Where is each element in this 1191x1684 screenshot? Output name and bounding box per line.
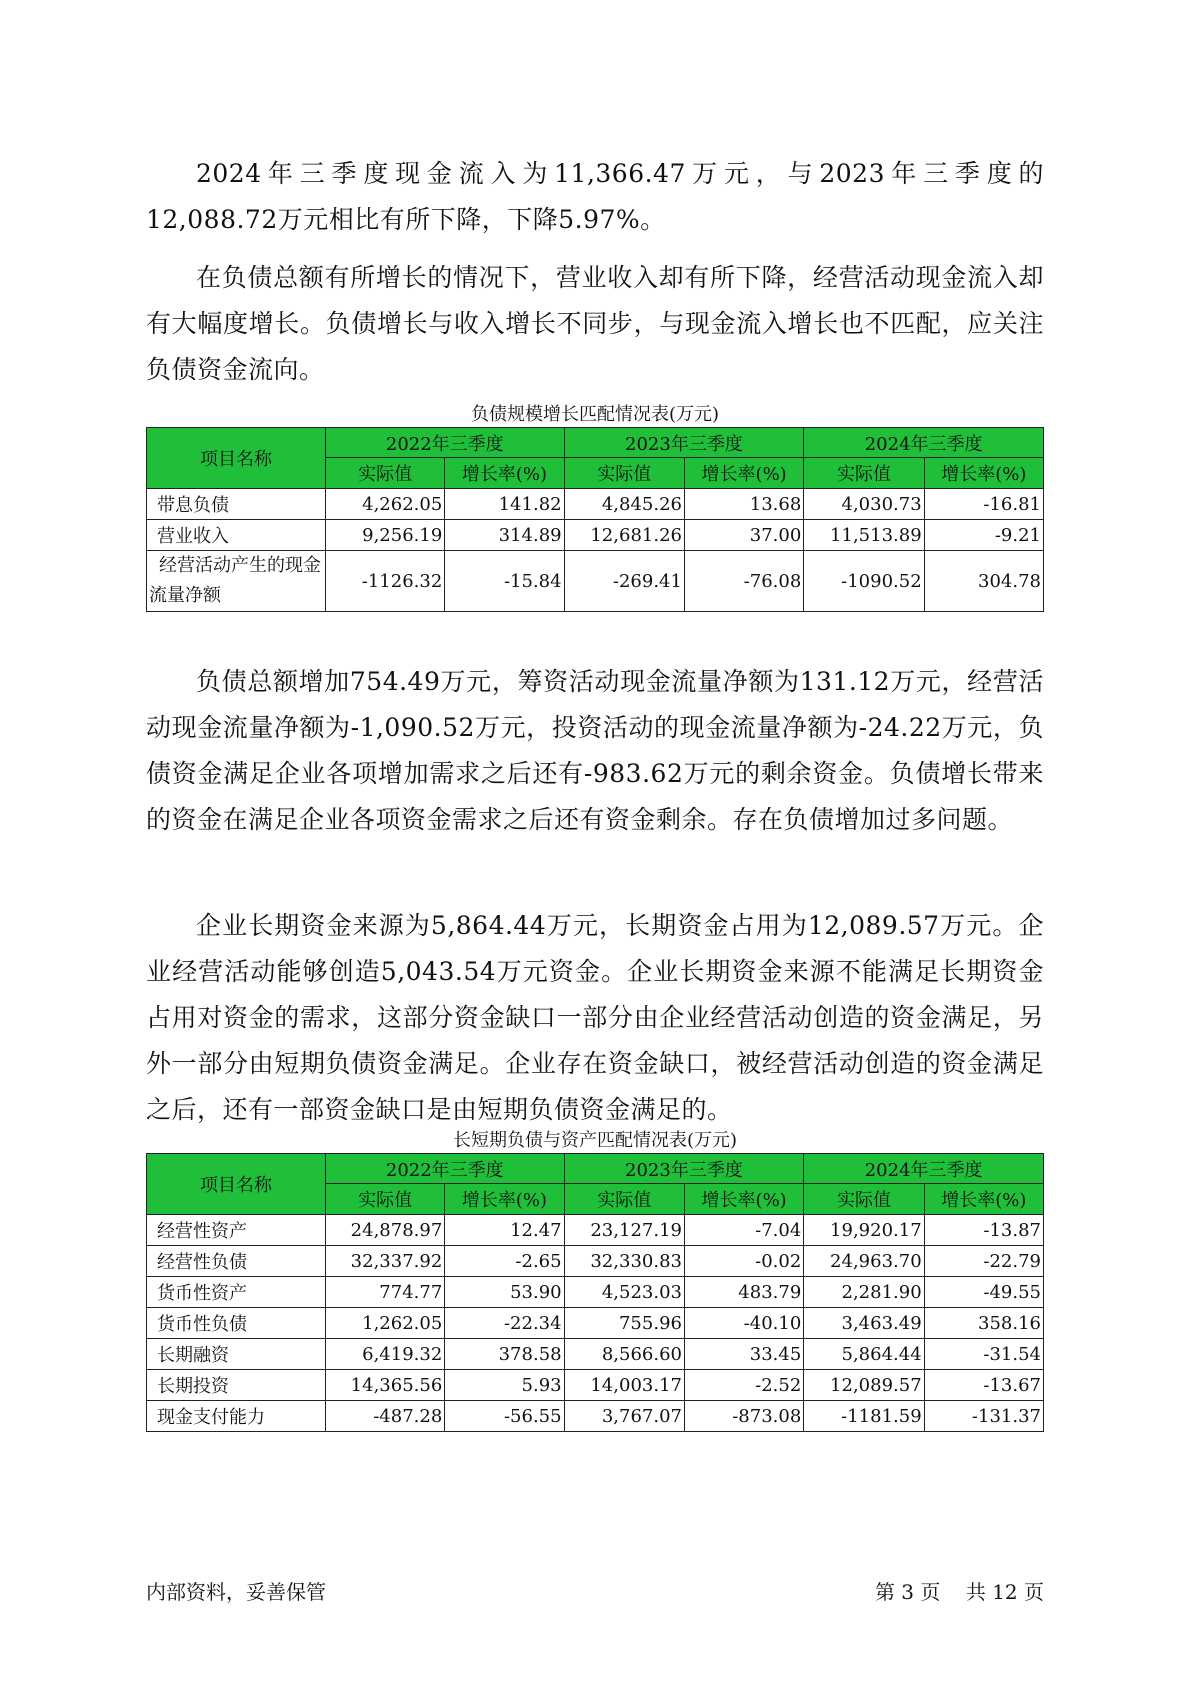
actual-value-header: 实际值 [325, 458, 444, 489]
actual-value-cell: 4,262.05 [325, 489, 444, 520]
table-row [147, 551, 1044, 612]
row-label: 经营性负债 [147, 1246, 326, 1277]
row-label: 带息负债 [147, 489, 326, 520]
row-label: 现金支付能力 [147, 1401, 326, 1432]
growth-rate-cell: -7.04 [684, 1215, 803, 1246]
table-row [147, 489, 1044, 520]
actual-value-cell: 774.77 [325, 1277, 444, 1308]
growth-rate-cell: 378.58 [445, 1339, 564, 1370]
paragraph-liability-growth: 在负债总额有所增长的情况下，营业收入却有所下降，经营活动现金流入却有大幅度增长。负债增长与收入增长不同步，与现金流入增长也不匹配，应关注负债资金流向。 [146, 263, 1044, 384]
row-label: 货币性资产 [147, 1277, 326, 1308]
growth-rate-cell: -56.55 [445, 1401, 564, 1432]
actual-value-cell: 3,463.49 [804, 1308, 924, 1339]
table-row [147, 1246, 1044, 1277]
growth-rate-cell: 483.79 [684, 1277, 803, 1308]
growth-rate-cell: 13.68 [684, 489, 803, 520]
growth-rate-cell: 33.45 [684, 1339, 803, 1370]
period-header: 2024年三季度 [804, 428, 1044, 458]
growth-rate-cell: 5.93 [445, 1370, 564, 1401]
actual-value-cell: 9,256.19 [325, 520, 444, 551]
growth-rate-cell: 358.16 [924, 1308, 1043, 1339]
table-row [147, 520, 1044, 551]
growth-rate-cell: -22.79 [924, 1246, 1043, 1277]
table-row [147, 1308, 1044, 1339]
period-header: 2023年三季度 [564, 428, 804, 458]
actual-value-cell: -1090.52 [804, 551, 924, 612]
growth-rate-cell: -2.52 [684, 1370, 803, 1401]
row-label: 长期投资 [147, 1370, 326, 1401]
growth-rate-header: 增长率(%) [684, 458, 803, 489]
actual-value-cell: -1181.59 [804, 1401, 924, 1432]
actual-value-cell: -487.28 [325, 1401, 444, 1432]
growth-rate-cell: 314.89 [445, 520, 564, 551]
period-header: 2024年三季度 [804, 1154, 1044, 1184]
actual-value-cell: 4,523.03 [564, 1277, 684, 1308]
growth-rate-header: 增长率(%) [924, 1184, 1043, 1215]
actual-value-cell: 23,127.19 [564, 1215, 684, 1246]
actual-value-cell: 6,419.32 [325, 1339, 444, 1370]
row-label: 经营活动产生的现金流量净额 [147, 551, 326, 612]
item-header: 项目名称 [147, 428, 326, 489]
long-short-matching-table [146, 1153, 1044, 1432]
actual-value-cell: 12,089.57 [804, 1370, 924, 1401]
actual-value-cell: 1,262.05 [325, 1308, 444, 1339]
table2-caption: 长短期负债与资产匹配情况表(万元) [452, 1130, 738, 1151]
growth-rate-cell: -2.65 [445, 1246, 564, 1277]
actual-value-cell: 14,003.17 [564, 1370, 684, 1401]
paragraph-cash-inflow: 2024年三季度现金流入为11,366.47万元，与2023年三季度的12,088.72万元相比有所下降，下降5.97%。 [146, 159, 1044, 234]
growth-rate-cell: -13.87 [924, 1215, 1043, 1246]
actual-value-cell: 3,767.07 [564, 1401, 684, 1432]
growth-rate-cell: -76.08 [684, 551, 803, 612]
table1-caption: 负债规模增长匹配情况表(万元) [470, 404, 720, 425]
growth-rate-cell: 12.47 [445, 1215, 564, 1246]
table-row [147, 1339, 1044, 1370]
actual-value-header: 实际值 [325, 1184, 444, 1215]
actual-value-cell: 11,513.89 [804, 520, 924, 551]
actual-value-cell: 2,281.90 [804, 1277, 924, 1308]
growth-rate-cell: -22.34 [445, 1308, 564, 1339]
footer-confidential-note: 内部资料，妥善保管 [146, 1580, 326, 1604]
footer-page-info [875, 1576, 1044, 1605]
growth-rate-cell: -873.08 [684, 1401, 803, 1432]
actual-value-cell: 5,864.44 [804, 1339, 924, 1370]
actual-value-cell: 32,337.92 [325, 1246, 444, 1277]
actual-value-cell: 4,030.73 [804, 489, 924, 520]
table-row [147, 1401, 1044, 1432]
paragraph-long-term-funding: 企业长期资金来源为5,864.44万元，长期资金占用为12,089.57万元。企业经营活动能够创造5,043.54万元资金。企业长期资金来源不能满足长期资金占用对资金的需求，这部分资金缺口一部分由企业经营活动创造的资金满足，另外一部分由短期负债资金满足。企业存在资金缺口，被经营活动创造的资金满足之后，还有一部资金缺口是由短期负债资金满足的。 [146, 911, 1044, 1124]
actual-value-cell: 12,681.26 [564, 520, 684, 551]
liability-growth-table [146, 427, 1044, 612]
growth-rate-cell: -9.21 [924, 520, 1043, 551]
growth-rate-cell: -15.84 [445, 551, 564, 612]
paragraph-funding-surplus: 负债总额增加754.49万元，筹资活动现金流量净额为131.12万元，经营活动现金流量净额为-1,090.52万元，投资活动的现金流量净额为-24.22万元，负债资金满足企业各项增加需求之后还有-983.62万元的剩余资金。负债增长带来的资金在满足企业各项资金需求之后还有资金剩余。存在负债增加过多问题。 [146, 667, 1044, 834]
period-header: 2023年三季度 [564, 1154, 804, 1184]
growth-rate-cell: -13.67 [924, 1370, 1043, 1401]
period-header: 2022年三季度 [325, 428, 564, 458]
growth-rate-cell: 37.00 [684, 520, 803, 551]
table-row [147, 1277, 1044, 1308]
actual-value-cell: -1126.32 [325, 551, 444, 612]
row-label: 货币性负债 [147, 1308, 326, 1339]
growth-rate-header: 增长率(%) [684, 1184, 803, 1215]
page-number: 第 3 页 [874, 1580, 941, 1604]
item-header: 项目名称 [147, 1154, 326, 1215]
actual-value-cell: 24,963.70 [804, 1246, 924, 1277]
growth-rate-cell: -31.54 [924, 1339, 1043, 1370]
actual-value-cell: 32,330.83 [564, 1246, 684, 1277]
table-row [147, 1215, 1044, 1246]
growth-rate-cell: -131.37 [924, 1401, 1043, 1432]
growth-rate-header: 增长率(%) [924, 458, 1043, 489]
growth-rate-header: 增长率(%) [445, 458, 564, 489]
actual-value-cell: 24,878.97 [325, 1215, 444, 1246]
row-label: 经营性资产 [147, 1215, 326, 1246]
actual-value-header: 实际值 [804, 458, 924, 489]
table-row [147, 1370, 1044, 1401]
growth-rate-cell: 141.82 [445, 489, 564, 520]
growth-rate-cell: -40.10 [684, 1308, 803, 1339]
growth-rate-header: 增长率(%) [445, 1184, 564, 1215]
actual-value-cell: -269.41 [564, 551, 684, 612]
actual-value-header: 实际值 [564, 1184, 684, 1215]
growth-rate-cell: -16.81 [924, 489, 1043, 520]
row-label: 营业收入 [147, 520, 326, 551]
actual-value-cell: 4,845.26 [564, 489, 684, 520]
actual-value-header: 实际值 [804, 1184, 924, 1215]
growth-rate-cell: 304.78 [924, 551, 1043, 612]
actual-value-header: 实际值 [564, 458, 684, 489]
actual-value-cell: 8,566.60 [564, 1339, 684, 1370]
period-header: 2022年三季度 [325, 1154, 564, 1184]
growth-rate-cell: -0.02 [684, 1246, 803, 1277]
growth-rate-cell: -49.55 [924, 1277, 1043, 1308]
actual-value-cell: 19,920.17 [804, 1215, 924, 1246]
row-label: 长期融资 [147, 1339, 326, 1370]
actual-value-cell: 14,365.56 [325, 1370, 444, 1401]
actual-value-cell: 755.96 [564, 1308, 684, 1339]
growth-rate-cell: 53.90 [445, 1277, 564, 1308]
page-total: 共 12 页 [965, 1580, 1044, 1604]
